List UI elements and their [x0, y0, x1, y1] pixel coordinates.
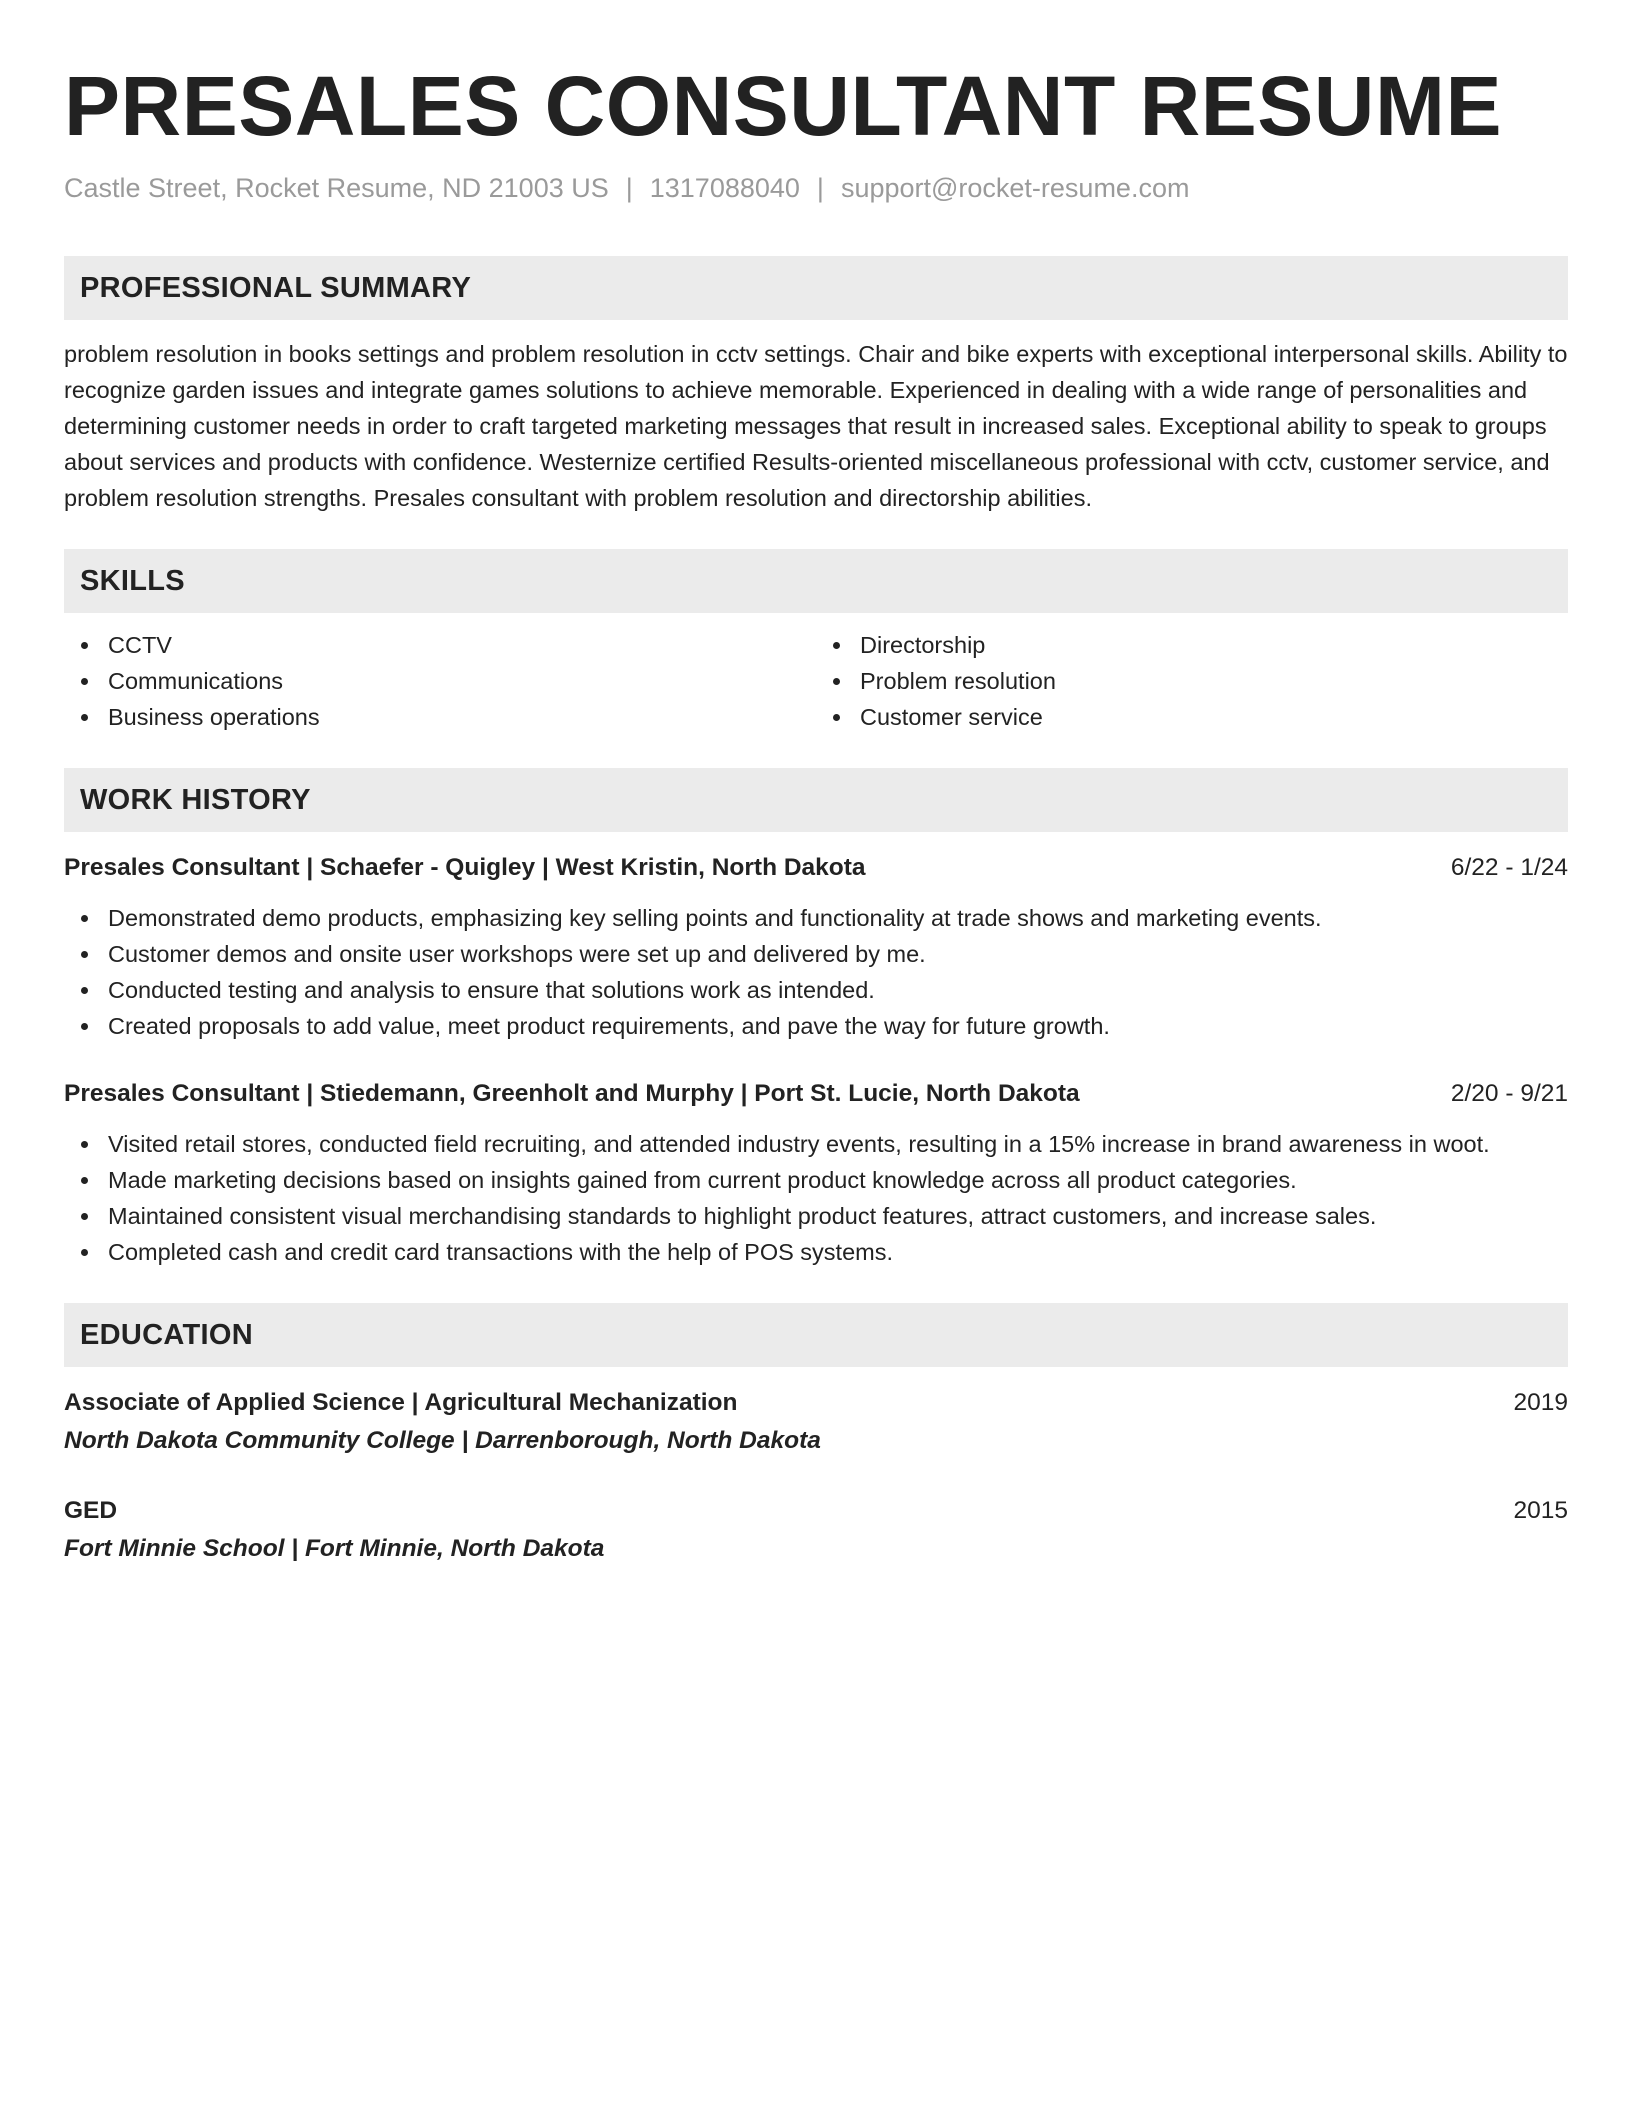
education-entry — [64, 1385, 1568, 1459]
education-header — [64, 1385, 1568, 1421]
education-school: Fort Minnie School | Fort Minnie, North Dakota — [64, 1535, 605, 1562]
skills-list — [64, 627, 1568, 735]
section-heading-work-history: WORK HISTORY — [64, 768, 1568, 832]
contact-separator: | — [816, 173, 824, 203]
skill-item: Problem resolution — [860, 663, 1568, 699]
resume-page — [64, 56, 1568, 1567]
resume-title: PRESALES CONSULTANT RESUME — [64, 59, 1502, 153]
education-degree: Associate of Applied Science | Agricultural Mechanization — [64, 1389, 738, 1416]
contact-separator: | — [625, 173, 633, 203]
skill-item: CCTV — [108, 627, 816, 663]
job-bullet: Maintained consistent visual merchandising standards to highlight product features, attract customers, and increase sales. — [108, 1198, 1568, 1234]
skill-item: Business operations — [108, 699, 816, 735]
contact-address: Castle Street, Rocket Resume, ND 21003 US — [64, 173, 609, 203]
education-school: North Dakota Community College | Darrenborough, North Dakota — [64, 1427, 821, 1454]
section-heading-summary: PROFESSIONAL SUMMARY — [64, 256, 1568, 320]
contact-line — [64, 170, 1568, 206]
job-entry — [64, 1076, 1568, 1270]
job-bullet: Demonstrated demo products, emphasizing key selling points and functionality at trade shows and marketing events. — [108, 900, 1568, 936]
skill-item: Directorship — [860, 627, 1568, 663]
contact-email: support@rocket-resume.com — [840, 173, 1190, 203]
summary-text: problem resolution in books settings and problem resolution in cctv settings. Chair and bike experts with exceptional interpersonal skills. Ability to recognize garden issues and integrate games solutions to achieve memorable. Experienced in dealing with a wide range of personalities and determining customer needs in order to craft targeted marketing messages that result in increased sales. Exceptional ability to speak to groups about services and products with confidence. Westernize certified Results-oriented miscellaneous professional with cctv, customer service, and problem resolution strengths. Presales consultant with problem resolution and directorship abilities. — [64, 341, 1568, 511]
job-title: Presales Consultant | Schaefer - Quigley | West Kristin, North Dakota — [64, 854, 866, 881]
skill-item: Communications — [108, 663, 816, 699]
job-entry — [64, 850, 1568, 1044]
job-dates: 2/20 - 9/21 — [1450, 1080, 1568, 1107]
job-bullet: Conducted testing and analysis to ensure that solutions work as intended. — [108, 972, 1568, 1008]
job-bullets — [64, 900, 1568, 1044]
job-title: Presales Consultant | Stiedemann, Greenholt and Murphy | Port St. Lucie, North Dakota — [64, 1080, 1080, 1107]
skill-item: Customer service — [860, 699, 1568, 735]
job-bullet: Completed cash and credit card transactions with the help of POS systems. — [108, 1234, 1568, 1270]
job-header — [64, 1076, 1568, 1112]
job-bullet: Visited retail stores, conducted field recruiting, and attended industry events, resulting in a 15% increase in brand awareness in woot. — [108, 1126, 1568, 1162]
education-entry — [64, 1493, 1568, 1567]
section-heading-skills: SKILLS — [64, 549, 1568, 613]
job-bullet: Created proposals to add value, meet product requirements, and pave the way for future growth. — [108, 1008, 1568, 1044]
education-year: 2019 — [1513, 1389, 1568, 1416]
section-heading-education: EDUCATION — [64, 1303, 1568, 1367]
job-bullet: Made marketing decisions based on insights gained from current product knowledge across all product categories. — [108, 1162, 1568, 1198]
education-degree: GED — [64, 1497, 118, 1524]
skills-column-right — [816, 627, 1568, 735]
education-year: 2015 — [1513, 1497, 1568, 1524]
job-bullet: Customer demos and onsite user workshops were set up and delivered by me. — [108, 936, 1568, 972]
job-bullets — [64, 1126, 1568, 1270]
job-dates: 6/22 - 1/24 — [1450, 854, 1568, 881]
job-header — [64, 850, 1568, 886]
contact-phone: 1317088040 — [649, 173, 800, 203]
education-header — [64, 1493, 1568, 1529]
skills-column-left — [64, 627, 816, 735]
